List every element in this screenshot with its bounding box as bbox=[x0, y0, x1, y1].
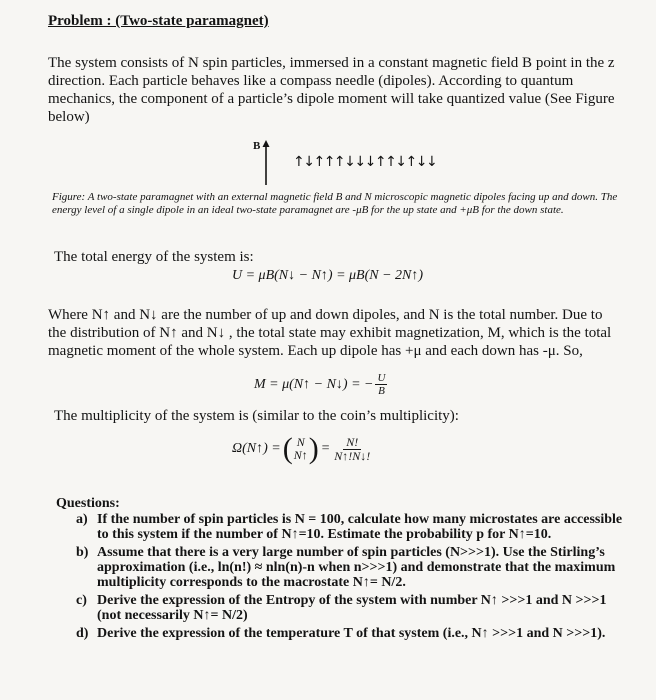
question-label: b) bbox=[76, 545, 89, 560]
question-text: Derive the expression of the Entropy of the system with number N↑ >>>1 and N >>>1 (not necessarily N↑= N/2) bbox=[97, 593, 607, 623]
figure-caption: Figure: A two-state paramagnet with an external magnetic field B and N microscopic magnetic dipoles facing up and down. The energy level of a single dipole in an ideal two-state paramagnet are -μB for the up state and +μB for the down state. bbox=[52, 191, 618, 216]
binomial-stack bbox=[294, 436, 308, 462]
binomial-coefficient bbox=[283, 432, 319, 466]
intro-paragraph: The system consists of N spin particles, immersed in a constant magnetic field B point in the z direction. Each particle behaves like a compass needle (dipoles). According to quantum mechanics, the component of a particle’s dipole moment will take quantized value (See Figure below) bbox=[48, 55, 615, 125]
question-item bbox=[76, 545, 624, 590]
question-label: d) bbox=[76, 626, 89, 641]
paramagnet-figure bbox=[253, 136, 453, 188]
magnetization-fraction bbox=[375, 372, 387, 397]
questions-heading: Questions: bbox=[56, 496, 120, 511]
questions-list bbox=[76, 512, 624, 644]
binomial-bottom: N↑ bbox=[293, 448, 308, 462]
multiplicity-intro: The multiplicity of the system is (similar to the coin’s multiplicity): bbox=[54, 408, 459, 424]
multiplicity-numerator: N! bbox=[343, 436, 361, 450]
multiplicity-fraction bbox=[334, 436, 370, 463]
question-text: If the number of spin particles is N = 100, calculate how many microstates are accessible to this system if the number of N↑=10. Estimate the probability p for N↑=10. bbox=[97, 512, 623, 542]
question-item bbox=[76, 512, 624, 542]
binomial-top: N bbox=[296, 435, 305, 449]
field-label: B bbox=[253, 140, 261, 152]
energy-equation: U = μB(N↓ − N↑) = μB(N − 2N↑) bbox=[232, 268, 424, 283]
where-paragraph: Where N↑ and N↓ are the number of up and down dipoles, and N is the total number. Due to the distribution of N↑ and N↓ , the total state may exhibit magnetization, M, which is the total magnetic moment of the whole system. Each up dipole has +μ and each down has -μ. So, bbox=[48, 307, 612, 359]
question-text: Derive the expression of the temperature T of that system (i.e., N↑ >>>1 and N >>>1). bbox=[97, 626, 606, 641]
magnetization-lhs: M = μ(N↑ − N↓) = − bbox=[254, 376, 374, 392]
question-item bbox=[76, 626, 624, 641]
multiplicity-equation bbox=[232, 432, 370, 466]
multiplicity-lhs: Ω(N↑) = bbox=[232, 441, 281, 456]
right-paren: ) bbox=[308, 432, 319, 465]
energy-intro: The total energy of the system is: bbox=[54, 249, 254, 265]
magnetization-equation bbox=[254, 372, 387, 397]
field-arrow-icon bbox=[261, 140, 271, 186]
question-label: c) bbox=[76, 593, 87, 608]
problem-title: Problem : (Two-state paramagnet) bbox=[48, 13, 269, 29]
fraction-numerator: U bbox=[377, 372, 386, 384]
equals-sign: = bbox=[320, 441, 331, 456]
question-label: a) bbox=[76, 512, 88, 527]
multiplicity-denominator: N↑!N↓! bbox=[334, 448, 371, 463]
dipole-arrows: ↑↓↑↑↑↓↓↓↑↑↓↑↓↓ bbox=[293, 154, 437, 170]
question-text: Assume that there is a very large number of spin particles (N>>>1). Use the Stirling’s approximation (i.e., ln(n!) ≈ nln(n)-n when n>>>1) and demonstrate that the maximum multiplicity corresponds to the macrostate N↑= N/2. bbox=[97, 545, 616, 590]
question-item bbox=[76, 593, 624, 623]
left-paren: ( bbox=[282, 432, 293, 465]
fraction-denominator: B bbox=[378, 385, 385, 397]
